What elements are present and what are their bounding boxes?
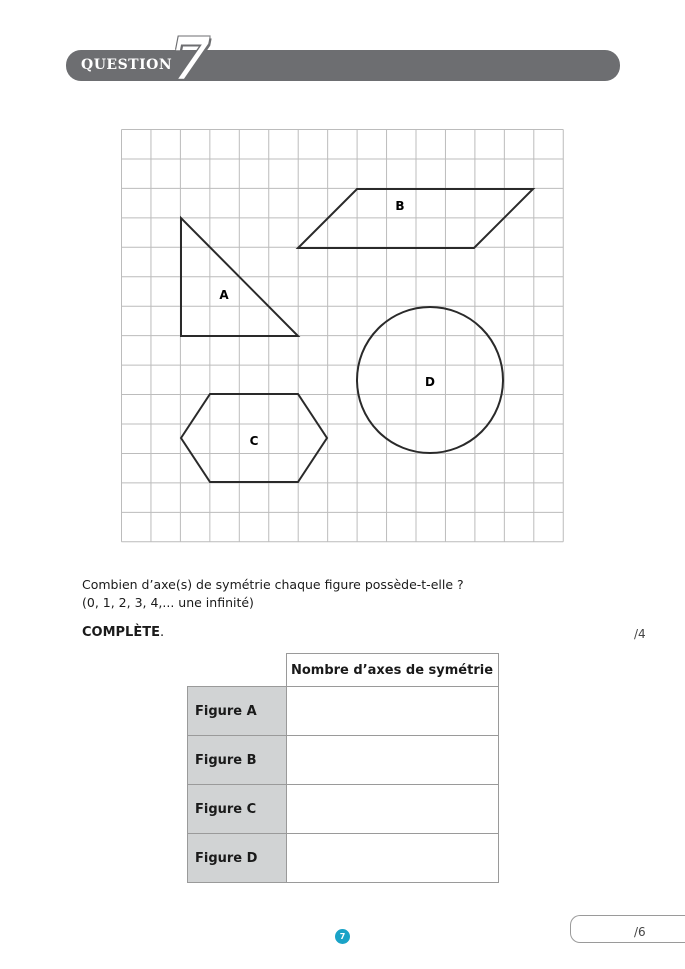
table-corner	[188, 654, 287, 687]
answer-cell-figure-a[interactable]	[286, 687, 498, 736]
figure-d-label: D	[425, 375, 435, 389]
column-header: Nombre d’axes de symétrie	[286, 654, 498, 687]
page-number-badge: 7	[335, 929, 350, 944]
table-row	[188, 736, 499, 785]
row-label-figure-a: Figure A	[188, 687, 287, 736]
figure-grid	[121, 129, 564, 543]
answer-cell-figure-d[interactable]	[286, 834, 498, 883]
answer-cell-figure-c[interactable]	[286, 785, 498, 834]
question-label: QUESTION	[81, 57, 173, 73]
part-score: /4	[634, 627, 646, 641]
table-row	[188, 687, 499, 736]
question-line-1: Combien d’axe(s) de symétrie chaque figure possède-t-elle ?	[82, 577, 464, 592]
total-score: /6	[634, 925, 646, 939]
instruction	[82, 625, 164, 640]
table-row	[188, 834, 499, 883]
question-text	[82, 576, 464, 612]
row-label-figure-b: Figure B	[188, 736, 287, 785]
answer-table	[187, 653, 499, 883]
table-header-row	[188, 654, 499, 687]
figure-b-label: B	[395, 199, 405, 213]
figure-a-label: A	[219, 288, 229, 302]
question-number: 7	[170, 25, 211, 93]
question-line-2: (0, 1, 2, 3, 4,... une infinité)	[82, 595, 254, 610]
answer-cell-figure-b[interactable]	[286, 736, 498, 785]
instruction-verb: COMPLÈTE	[82, 625, 160, 640]
instruction-suffix: .	[159, 625, 165, 640]
row-label-figure-d: Figure D	[188, 834, 287, 883]
row-label-figure-c: Figure C	[188, 785, 287, 834]
score-box	[570, 915, 685, 943]
figure-c-label: C	[249, 434, 259, 448]
table-row	[188, 785, 499, 834]
